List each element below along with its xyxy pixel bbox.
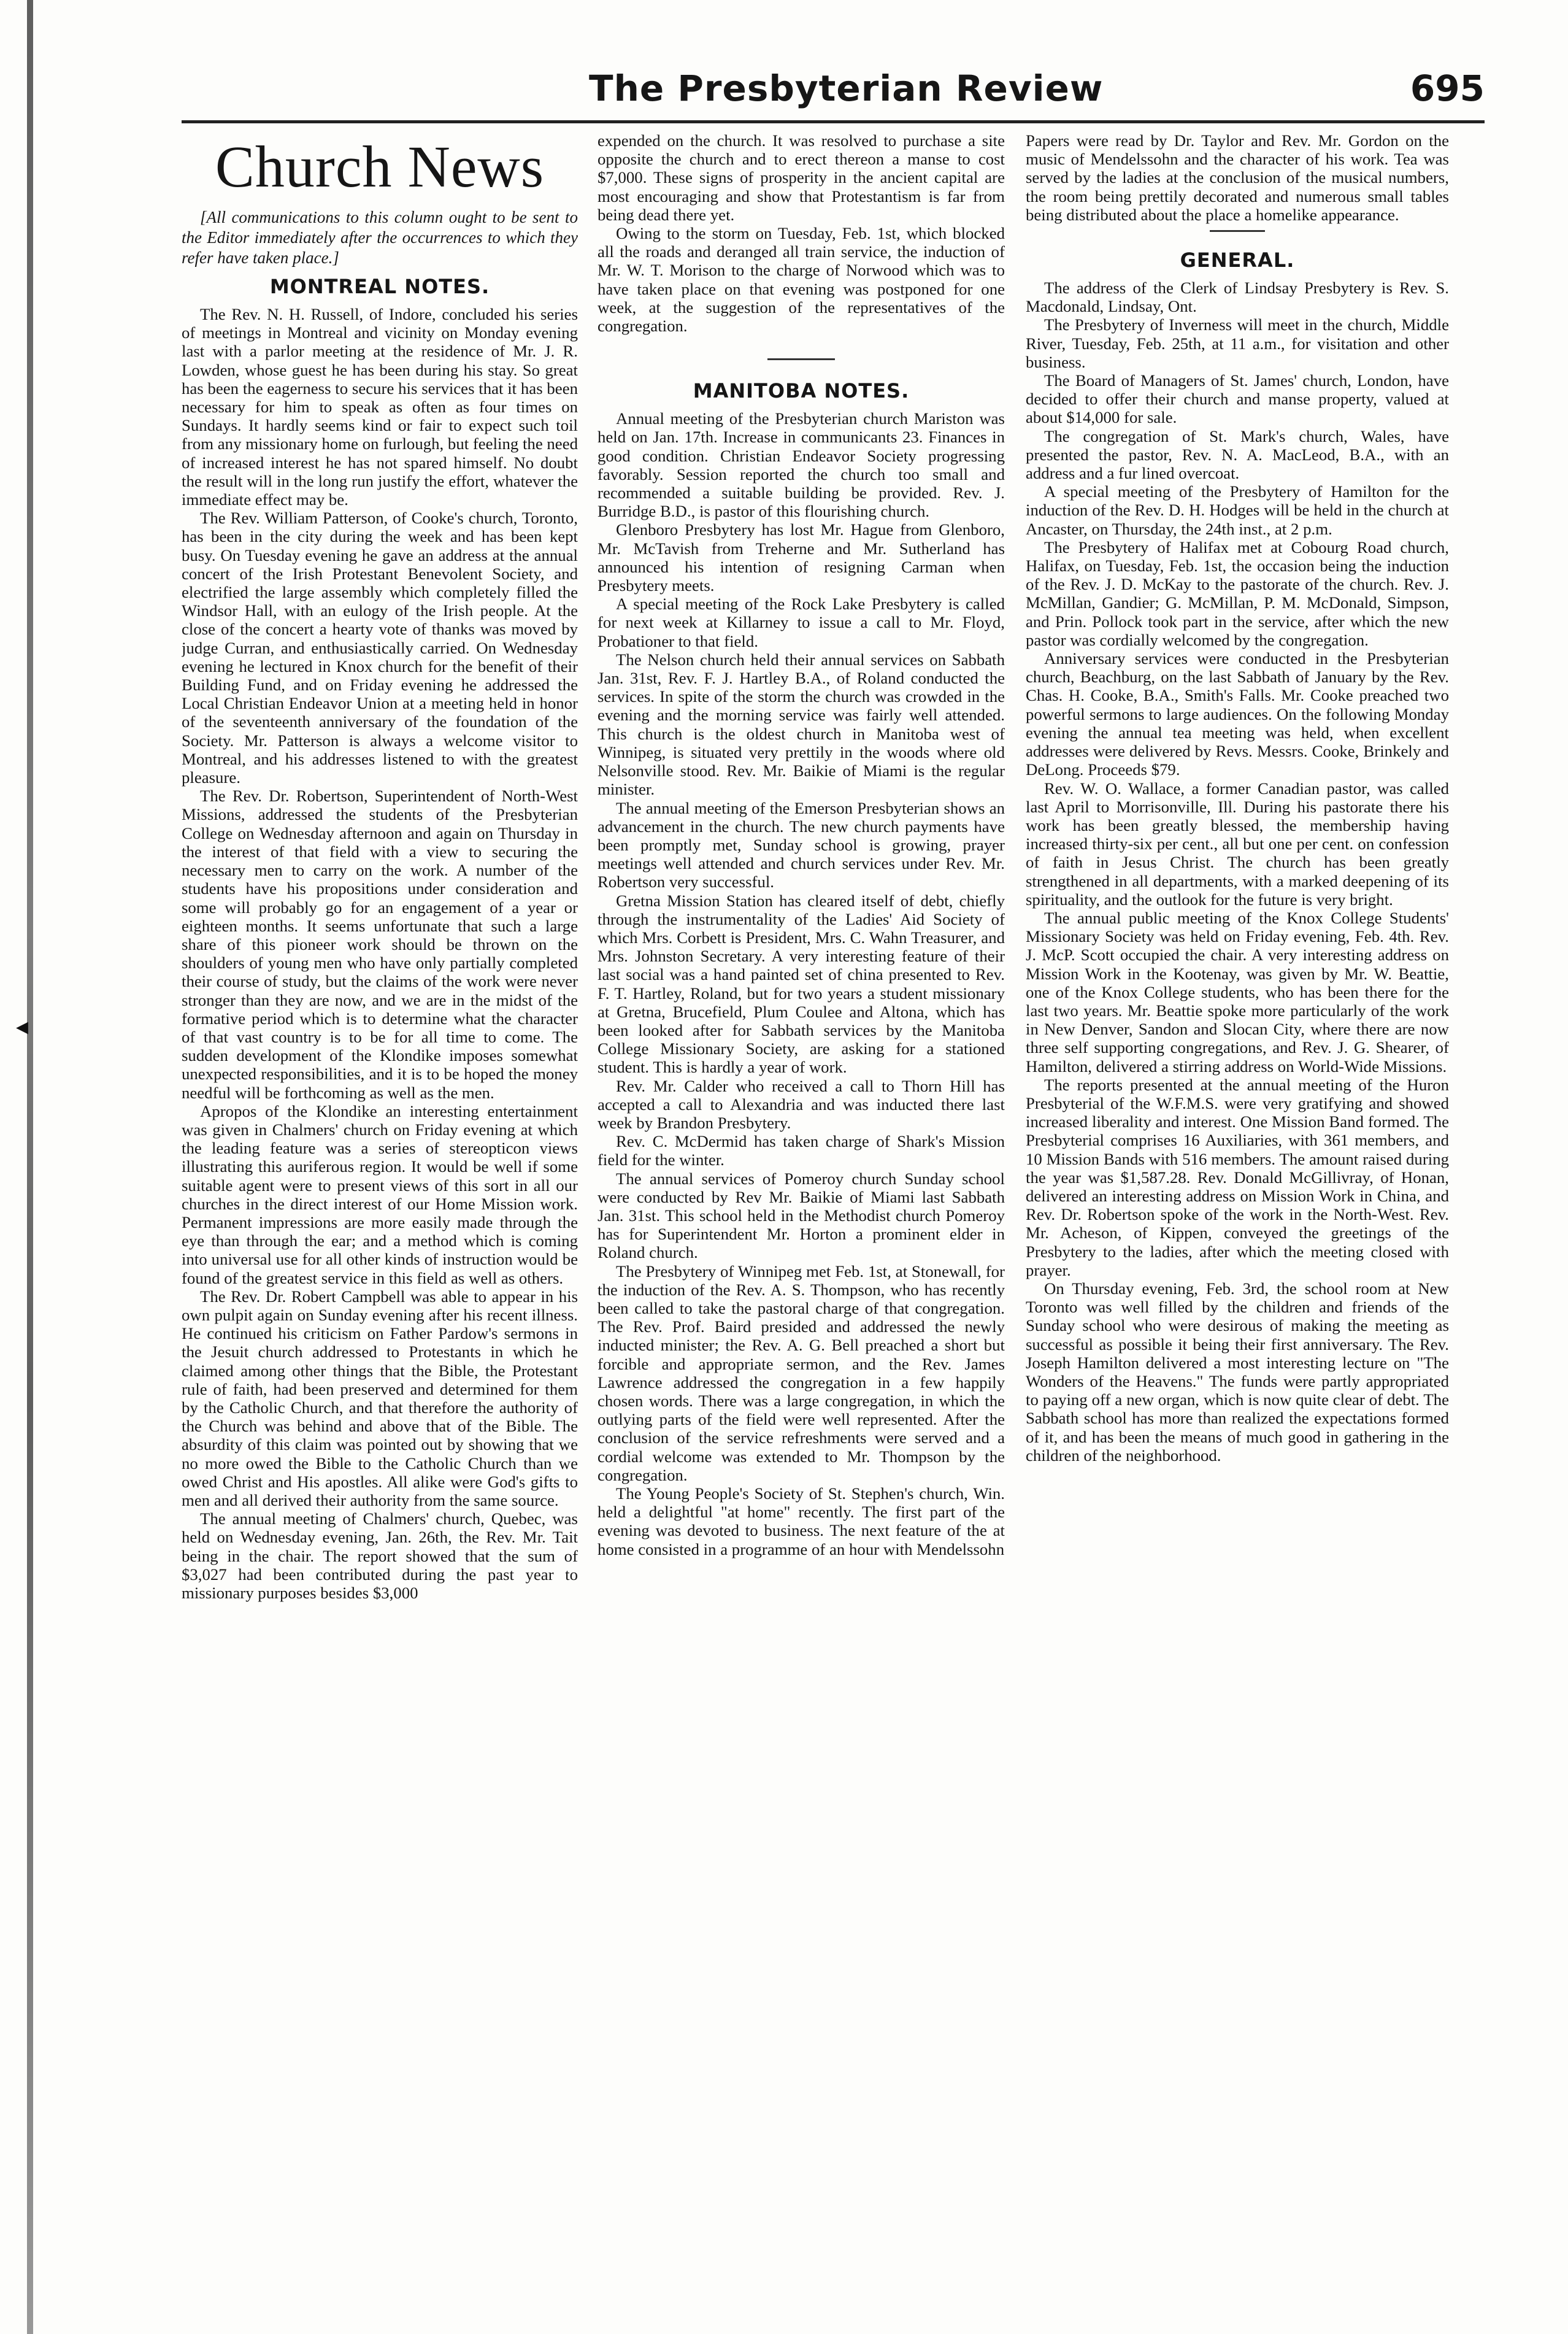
column-3 bbox=[1026, 131, 1449, 2303]
section-divider bbox=[1210, 230, 1265, 232]
header-rule bbox=[182, 120, 1485, 123]
article-paragraph: The annual meeting of the Emerson Presbyterian shows an advancement in the church. The new church payments have been promptly met, Sunday school is growing, prayer meetings well attended and church services under Rev. Mr. Robertson very successful. bbox=[598, 798, 1005, 892]
article-paragraph: Owing to the storm on Tuesday, Feb. 1st, which blocked all the roads and deranged all train service, the induction of Mr. W. T. Morison to the charge of Norwood which was to have taken place on that evening was postponed for one week, at the suggestion of the representatives of the congregation. bbox=[598, 224, 1005, 336]
article-paragraph: The Rev. Dr. Robert Campbell was able to appear in his own pulpit again on Sunday evening after his recent illness. He continued his criticism on Father Pardow's sermons in the Jesuit church addressed to Protestants in which he claimed among other things that the Bible, the Protestant rule of faith, had been preserved and determined for them by the Catholic Church, and that therefore the authority of the Church was behind and above that of the Bible. The absurdity of this claim was pointed out by showing that we no more owed the Bible to the Catholic Church than we owed Christ and His apostles. All alike were God's gifts to men and all derived their authority from the same source. bbox=[182, 1287, 578, 1509]
general-heading: GENERAL. bbox=[1180, 248, 1295, 272]
article-paragraph: Rev. W. O. Wallace, a former Canadian pastor, was called last April to Morrisonville, Ill. During his pastorate there his work has been greatly blessed, the membership having increased thirty-six per cent., all but one per cent. on confession of faith in Jesus Christ. The church has been greatly strengthened in all departments, with a marked deepening of its spirituality, and the outlook for the future is very bright. bbox=[1026, 779, 1449, 909]
article-paragraph: On Thursday evening, Feb. 3rd, the school room at New Toronto was well filled by the children and friends of the Sunday school who were desirous of making the meeting as successful as possible it being their first anniversary. The Rev. Joseph Hamilton delivered a most interesting lecture on "The Wonders of the Heavens." The funds were partly appropriated to paying off a new organ, which is now quite clear of debt. The Sabbath school has more than realized the expectations formed of it, and has been the means of much good in gathering in the children of the neighborhood. bbox=[1026, 1279, 1449, 1465]
article-paragraph: Glenboro Presbytery has lost Mr. Hague from Glenboro, Mr. McTavish from Treherne and Mr. Sutherland has announced his intention of resigning Carman when Presbytery meets. bbox=[598, 520, 1005, 595]
binding-edge bbox=[27, 0, 33, 2334]
article-paragraph: Apropos of the Klondike an interesting entertainment was given in Chalmers' church on Friday evening at which the leading feature was a series of stereopticon views illustrating this auriferous region. It would be well if some suitable agent were to present views of this sort in all our churches in the direct interest of our Home Mission work. Permanent impressions are more easily made through the eye than through the ear; and a method which is coming into universal use for all other kinds of instruction would be found of the greatest service in this field as well as others. bbox=[182, 1101, 578, 1287]
section-divider bbox=[767, 358, 835, 360]
margin-marker: ◂ bbox=[16, 1012, 29, 1041]
running-header bbox=[589, 67, 1485, 117]
article-paragraph: The reports presented at the annual meeting of the Huron Presbyterial of the W.F.M.S. were very gratifying and showed increased liberality and interest. One Mission Band formed. The Presbyterial comprises 16 Auxiliaries, with 361 members, and 10 Mission Bands with 516 members. The amount raised during the year was $1,587.28. Rev. Donald McGillivray, of Honan, delivered an interesting address on Mission Work in China, and Rev. Dr. Robertson spoke of the work in the North-West. Rev. Mr. Acheson, of Kippen, conveyed the greetings of the Presbytery to the ladies, after which the meeting closed with prayer. bbox=[1026, 1075, 1449, 1279]
article-paragraph: The Rev. N. H. Russell, of Indore, concluded his series of meetings in Montreal and vicinity on Monday evening last with a parlor meeting at the residence of Mr. J. R. Lowden, whose guest he has been during his stay. So great has been the eagerness to secure his services that it has been necessary for him to speak as often as four times on Sundays. It hardly seems kind or fair to expect such toil from any missionary home on furlough, but feeling the need of increased interest he has not spared himself. No doubt the result will in the long run justify the effort, whatever the immediate effect may be. bbox=[182, 305, 578, 509]
article-paragraph: The Nelson church held their annual services on Sabbath Jan. 31st, Rev. F. J. Hartley B.A., of Roland conducted the services. In spite of the storm the church was crowded in the evening and the morning service was fairly well attended. This church is the oldest church in Manitoba west of Winnipeg, is situated very prettily in the woods where old Nelsonville stood. Rev. Mr. Baikie of Miami is the regular minister. bbox=[598, 650, 1005, 799]
article-paragraph: expended on the church. It was resolved to purchase a site opposite the church and to erect thereon a manse to cost $7,000. These signs of prosperity in the ancient capital are most encouraging and show that Protestantism is far from being dead there yet. bbox=[598, 131, 1005, 224]
article-paragraph: The Board of Managers of St. James' church, London, have decided to offer their church and manse property, valued at about $14,000 for sale. bbox=[1026, 371, 1449, 427]
article-paragraph: The annual public meeting of the Knox College Students' Missionary Society was held on Friday evening, Feb. 4th. Rev. J. McP. Scott occupied the chair. A very interesting address on Mission Work in the Kootenay, was given by Mr. W. Beattie, one of the Knox College students, who has been there for the last two years. Mr. Beattie spoke more particularly of the work in New Denver, Sandon and Slocan City, where there are now three self supporting congregations, and Rev. J. G. Shearer, of Hamilton, delivered a stirring address on World-Wide Missions. bbox=[1026, 908, 1449, 1076]
page-number: 695 bbox=[1410, 67, 1485, 109]
montreal-notes-heading: MONTREAL NOTES. bbox=[269, 275, 490, 298]
editor-note: [All communications to this column ought to be sent to the Editor immediately after the occurrences to which they refer have taken place.] bbox=[182, 208, 578, 267]
article-paragraph: The address of the Clerk of Lindsay Presbytery is Rev. S. Macdonald, Lindsay, Ont. bbox=[1026, 279, 1449, 316]
section-masthead: Church News bbox=[215, 134, 545, 199]
article-paragraph: The Young People's Society of St. Stephen's church, Win. held a delightful "at home" recently. The first part of the evening was devoted to business. The next feature of the at home consisted in a programme of an hour with Mendelssohn bbox=[598, 1484, 1005, 1558]
article-paragraph: The Presbytery of Winnipeg met Feb. 1st, at Stonewall, for the induction of the Rev. A. S. Thompson, who has recently been called to take the pastoral charge of that congregation. The Rev. Prof. Baird presided and addressed the newly inducted minister; the Rev. A. G. Bell preached a short but forcible and appropriate sermon, and the Rev. James Lawrence addressed the congregation in a few happily chosen words. There was a large congregation, in which the outlying parts of the field were well represented. After the conclusion of the service refreshments were served and a cordial welcome was extended to Mr. Thompson by the congregation. bbox=[598, 1261, 1005, 1484]
article-paragraph: The Rev. Dr. Robertson, Superintendent of North-West Missions, addressed the students of the Presbyterian College on Wednesday afternoon and again on Thursday in the interest of that field with a view to securing the necessary men to carry on the work. A number of the students have his propositions under consideration and some will probably go for an engagement of a year or eighteen months. It seems unfortunate that such a large share of this pioneer work should be thrown on the shoulders of young men who have only partially completed their course of study, but the claims of the work were never stronger than they are now, and we are in the midst of the formative period which is to determine what the character of that vast country is to be for all time to come. The sudden development of the Klondike imposes somewhat unexpected responsibilities, and it is to be hoped the money needful will be forthcoming as well as the men. bbox=[182, 787, 578, 1102]
article-paragraph: Rev. C. McDermid has taken charge of Shark's Mission field for the winter. bbox=[598, 1132, 1005, 1169]
article-paragraph: The Rev. William Patterson, of Cooke's church, Toronto, has been in the city during the week and has been kept busy. On Tuesday evening he gave an address at the annual concert of the Irish Protestant Benevolent Society, and electrified the large assembly which completely filled the Windsor Hall, with an eulogy of the Irish people. At the close of the concert a hearty vote of thanks was moved by judge Curran, and enthusiastically carried. On Wednesday evening he lectured in Knox church for the benefit of their Building Fund, and on Friday evening he addressed the Local Christian Endeavor Union at a meeting held in honor of the seventeenth anniversary of the foundation of the Society. Mr. Patterson is always a welcome visitor to Montreal, and his addresses listened to with the greatest pleasure. bbox=[182, 509, 578, 787]
article-paragraph: Papers were read by Dr. Taylor and Rev. Mr. Gordon on the music of Mendelssohn and the character of his work. Tea was served by the ladies at the conclusion of the musical numbers, the room being prettily decorated and numerous small tables being distributed about the place a homelike appearance. bbox=[1026, 131, 1449, 224]
article-paragraph: A special meeting of the Presbytery of Hamilton for the induction of the Rev. D. H. Hodges will be held in the church at Ancaster, on Thursday, the 24th inst., at 2 p.m. bbox=[1026, 482, 1449, 538]
article-paragraph: The congregation of St. Mark's church, Wales, have presented the pastor, Rev. N. A. MacLeod, B.A., with an address and a fur lined overcoat. bbox=[1026, 426, 1449, 483]
column-2 bbox=[598, 131, 1005, 2303]
article-paragraph: The annual services of Pomeroy church Sunday school were conducted by Rev Mr. Baikie of Miami last Sabbath Jan. 31st. This school held in the Methodist church Pomeroy has for Superintendent Mr. Horton a prominent elder in Roland church. bbox=[598, 1169, 1005, 1262]
article-paragraph: Anniversary services were conducted in the Presbyterian church, Beachburg, on the last Sabbath of January by the Rev. Chas. H. Cooke, B.A., Smith's Falls. Mr. Cooke preached two powerful sermons to large audiences. On the following Monday evening the annual tea meeting was held, when excellent addresses were delivered by Revs. Messrs. Cooke, Brinkely and DeLong. Proceeds $79. bbox=[1026, 649, 1449, 779]
article-paragraph: Gretna Mission Station has cleared itself of debt, chiefly through the instrumentality of the Ladies' Aid Society of which Mrs. Corbett is President, Mrs. C. Wahn Treasurer, and Mrs. Johnston Secretary. A very interesting feature of their last social was a hand painted set of china presented to Rev. F. T. Hartley, Roland, but for two years a student missionary at Gretna, Brucefield, Plum Coulee and Altona, which has been looked after for Sabbath services by the Manitoba College Missionary Society, are asking for a stationed student. This is hardly a year of work. bbox=[598, 891, 1005, 1077]
article-paragraph: The Presbytery of Halifax met at Cobourg Road church, Halifax, on Tuesday, Feb. 1st, the occasion being the induction of the Rev. J. D. McKay to the pastorate of the church. Rev. J. McMillan, Gandier; G. McMillan, P. M. McDonald, Simpson, and Prin. Pollock took part in the service, after which the new pastor was cordially welcomed by the congregation. bbox=[1026, 537, 1449, 649]
article-paragraph: The Presbytery of Inverness will meet in the church, Middle River, Tuesday, Feb. 25th, at 11 a.m., for visitation and other business. bbox=[1026, 315, 1449, 371]
article-paragraph: Rev. Mr. Calder who received a call to Thorn Hill has accepted a call to Alexandria and was inducted there last week by Brandon Presbytery. bbox=[598, 1076, 1005, 1132]
article-paragraph: The annual meeting of Chalmers' church, Quebec, was held on Wednesday evening, Jan. 26th, the Rev. Mr. Tait being in the chair. The report showed that the sum of $3,027 had been contributed during the past year to missionary purposes besides $3,000 bbox=[182, 1509, 578, 1603]
article-paragraph: Annual meeting of the Presbyterian church Mariston was held on Jan. 17th. Increase in communicants 23. Finances in good condition. Christian Endeavor Society progressing favorably. Session reported the church too small and recommended a suitable building be provided. Rev. J. Burridge B.D., is pastor of this flourishing church. bbox=[598, 409, 1005, 521]
column-1 bbox=[182, 131, 578, 2303]
article-paragraph: A special meeting of the Rock Lake Presbytery is called for next week at Killarney to issue a call to Mr. Floyd, Probationer to that field. bbox=[598, 595, 1005, 650]
publication-title: The Presbyterian Review bbox=[589, 67, 1104, 109]
manitoba-notes-heading: MANITOBA NOTES. bbox=[693, 379, 910, 403]
